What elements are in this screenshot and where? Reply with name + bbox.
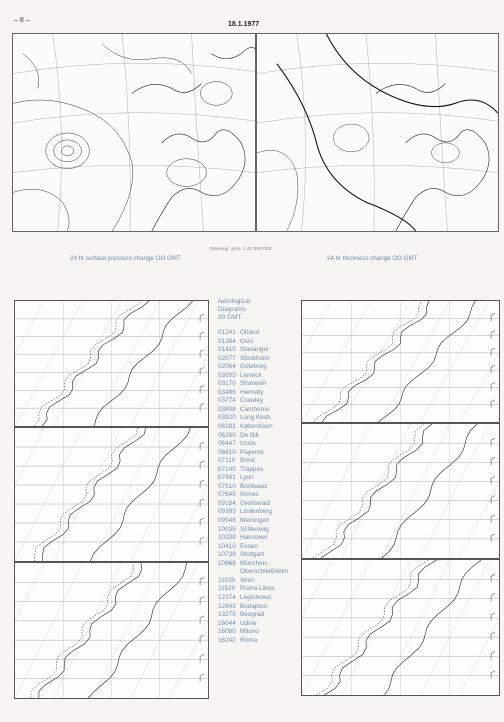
station-name: Schleswig: [240, 525, 269, 533]
station-row: [218, 346, 298, 355]
page-number: – 8 –: [14, 17, 30, 24]
station-id: 16080: [218, 628, 236, 636]
station-row: [218, 457, 298, 466]
station-row: [218, 397, 298, 406]
station-name: Stockholm: [240, 354, 270, 362]
station-id: 16044: [218, 619, 236, 627]
station-id: 12843: [218, 602, 236, 610]
station-name: De Bilt: [240, 431, 259, 439]
station-name: Hannover: [240, 534, 268, 542]
station-list: [218, 329, 298, 645]
station-row: [218, 526, 298, 535]
station-name: Oberschleißheim: [240, 568, 289, 576]
station-name: Goteborg: [240, 363, 267, 371]
station-id: 01415: [218, 346, 236, 354]
station-row: [218, 432, 298, 441]
aerological-diagram: [301, 300, 500, 423]
station-name: Trappes: [240, 465, 264, 473]
station-id: 11035: [218, 576, 236, 584]
station-row: [218, 440, 298, 449]
station-id: 03774: [218, 397, 236, 405]
station-row: [218, 363, 298, 372]
station-id: [218, 568, 240, 577]
station-row: [218, 372, 298, 381]
surface-pressure-change-map: [12, 33, 256, 232]
station-name: Beograd: [240, 611, 265, 619]
station-row: [218, 338, 298, 347]
station-name: Essen: [240, 542, 258, 550]
station-name: Oslo: [240, 337, 254, 345]
station-name: Milano: [240, 628, 259, 636]
map-drawing: [257, 34, 498, 231]
station-row: [218, 603, 298, 612]
station-id: 10868: [218, 559, 236, 567]
station-id: 10410: [218, 542, 236, 550]
station-name: Udine: [240, 619, 257, 627]
left-map-caption: 24 hr surface pressure change OO GMT: [70, 255, 181, 262]
station-id: 03808: [218, 405, 236, 413]
station-name: Orland: [240, 329, 260, 336]
station-name: Praha-Libus: [240, 585, 275, 593]
station-row: [218, 380, 298, 389]
station-id: 11520: [218, 585, 236, 593]
aerological-diagram: [301, 559, 500, 696]
station-row: [218, 414, 298, 423]
station-id: 03005: [218, 371, 236, 379]
station-row: [218, 423, 298, 432]
station-row: [218, 355, 298, 364]
station-id: 06610: [218, 448, 236, 456]
page-date: 18.1.1977: [228, 21, 260, 28]
station-id: 07110: [218, 457, 236, 465]
station-row: [218, 491, 298, 500]
station-row: [218, 611, 298, 620]
legend-title: [218, 298, 298, 322]
station-name: Camborne: [240, 405, 270, 413]
aerological-diagram: [14, 562, 209, 699]
station-name: Wien: [240, 576, 255, 584]
station-id: 09393: [218, 508, 236, 516]
station-name: Long Kesh: [240, 414, 271, 422]
station-row: [218, 568, 298, 577]
station-id: 02064: [218, 363, 236, 371]
station-id: 07145: [218, 465, 236, 473]
station-row: [218, 551, 298, 560]
right-map-caption: 24 hr thickness change OO GMT: [327, 255, 418, 262]
legend-title-line: Aerological: [218, 298, 251, 305]
station-id: 10338: [218, 534, 236, 542]
station-id: 03920: [218, 414, 236, 422]
station-name: Brest: [240, 457, 255, 465]
station-row: [218, 628, 298, 637]
station-row: [218, 500, 298, 509]
station-name: Roma: [240, 636, 258, 644]
station-name: Nîmes: [240, 491, 259, 499]
station-id: 03170: [218, 380, 236, 388]
station-id: 01384: [218, 337, 236, 345]
station-name: München-: [240, 559, 269, 567]
thickness-change-map: [256, 33, 499, 232]
station-id: 03496: [218, 388, 236, 396]
station-name: Hemsby: [240, 388, 264, 396]
station-id: 07510: [218, 482, 236, 490]
station-name: Stuttgart: [240, 551, 265, 559]
station-name: Lerwick: [240, 371, 262, 379]
station-id: 06181: [218, 423, 236, 431]
station-row: [218, 560, 298, 569]
station-row: [218, 449, 298, 458]
station-id: 07481: [218, 474, 236, 482]
station-id: 01241: [218, 329, 236, 336]
station-id: 02077: [218, 354, 236, 362]
station-row: [218, 577, 298, 586]
station-name: Crawley: [240, 397, 264, 405]
station-row: [218, 534, 298, 543]
aerological-diagram: [301, 423, 500, 559]
aerological-legend: [218, 298, 298, 645]
station-name: Greifswald: [240, 499, 271, 507]
station-name: Stavanger: [240, 346, 270, 354]
station-row: [218, 406, 298, 415]
station-row: [218, 466, 298, 475]
station-id: 09184: [218, 499, 236, 507]
station-row: [218, 508, 298, 517]
station-id: 09548: [218, 517, 236, 525]
station-id: 06260: [218, 431, 236, 439]
station-row: [218, 517, 298, 526]
station-name: Uccle: [240, 440, 256, 448]
station-id: 06447: [218, 440, 236, 448]
map-drawing: [13, 34, 255, 231]
aerological-diagram: [14, 300, 209, 427]
aerological-diagram: [14, 427, 209, 562]
station-row: [218, 594, 298, 603]
station-row: [218, 474, 298, 483]
map-scale-note: Stereogr. proj. 1:40 000 000: [210, 246, 272, 251]
station-name: Bordeaux: [240, 482, 268, 490]
station-name: Budapest: [240, 602, 268, 610]
station-row: [218, 329, 298, 338]
station-id: 10739: [218, 551, 236, 559]
station-name: Payerne: [240, 448, 264, 456]
station-row: [218, 389, 298, 398]
station-name: Shanwell: [240, 380, 266, 388]
station-id: 07645: [218, 491, 236, 499]
station-name: Meiningen: [240, 517, 270, 525]
station-name: Lyon: [240, 474, 254, 482]
legend-title-line: Diagrams: [218, 306, 246, 313]
station-name: Legionowo: [240, 593, 271, 601]
station-row: [218, 637, 298, 646]
station-row: [218, 585, 298, 594]
station-row: [218, 483, 298, 492]
station-id: 12374: [218, 593, 236, 601]
station-id: 16242: [218, 636, 236, 644]
station-row: [218, 543, 298, 552]
station-name: Lindenberg: [240, 508, 272, 516]
legend-title-line: 00 GMT: [218, 314, 242, 321]
station-row: [218, 620, 298, 629]
station-name: København: [240, 423, 273, 431]
station-id: 13275: [218, 611, 236, 619]
station-id: 10035: [218, 525, 236, 533]
